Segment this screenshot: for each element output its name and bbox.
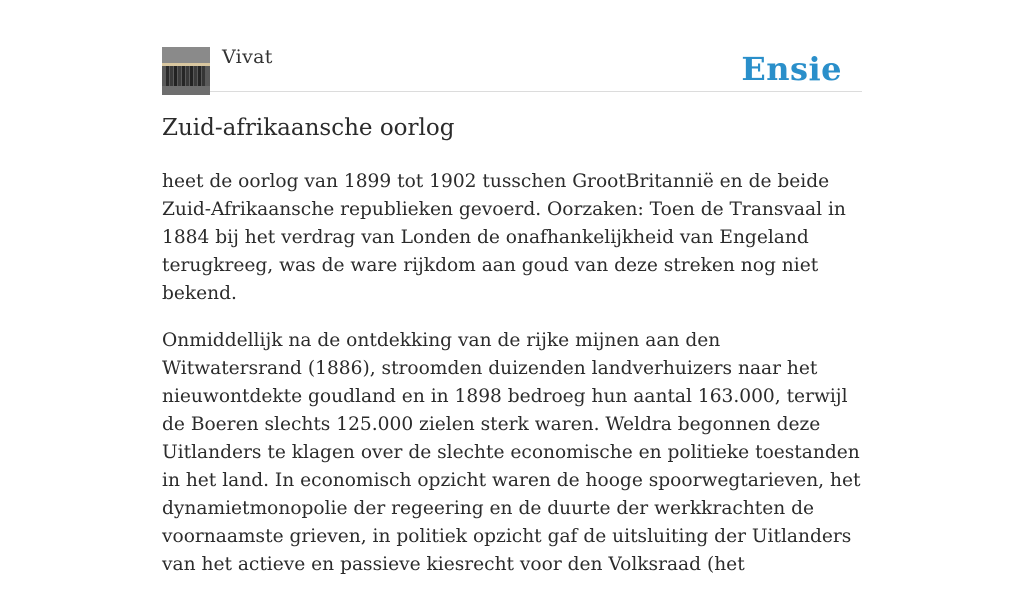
article-page bbox=[162, 0, 862, 575]
article-header bbox=[162, 0, 862, 92]
article-body bbox=[162, 168, 862, 598]
bookshelf-avatar-icon bbox=[162, 47, 210, 95]
source-name[interactable]: Vivat bbox=[222, 46, 273, 68]
ensie-logo[interactable]: Ensie bbox=[741, 50, 842, 88]
article-paragraph: Onmiddellijk na de ontdekking van de rijke mijnen aan den Witwatersrand (1886), stroomden duizenden landverhuizers naar het nieuwontdekte goudland en in 1898 bedroeg hun aantal 163.000, terwijl de Boeren slechts 125.000 zielen sterk waren. Weldra begonnen deze Uitlanders te klagen over de slechte economische en politieke toestanden in het land. In economisch opzicht waren de hooge spoorwegtarieven, het dynamietmonopolie der regeering en de duurte der werkkrachten de voornaamste grieven, in politiek opzicht gaf de uitsluiting der Uitlanders van het actieve en passieve kiesrecht voor den Volksraad (het bbox=[162, 330, 861, 575]
article-title: Zuid-afrikaansche oorlog bbox=[162, 115, 455, 141]
article-paragraph: heet de oorlog van 1899 tot 1902 tusschen GrootBritannië en de beide Zuid-Afrikaansche republieken gevoerd. Oorzaken: Toen de Transvaal in 1884 bij het verdrag van Londen de onafhankelijkheid van Engeland terugkreeg, was de ware rijkdom aan goud van deze streken nog niet bekend. bbox=[162, 171, 846, 304]
source-avatar[interactable] bbox=[162, 47, 210, 95]
